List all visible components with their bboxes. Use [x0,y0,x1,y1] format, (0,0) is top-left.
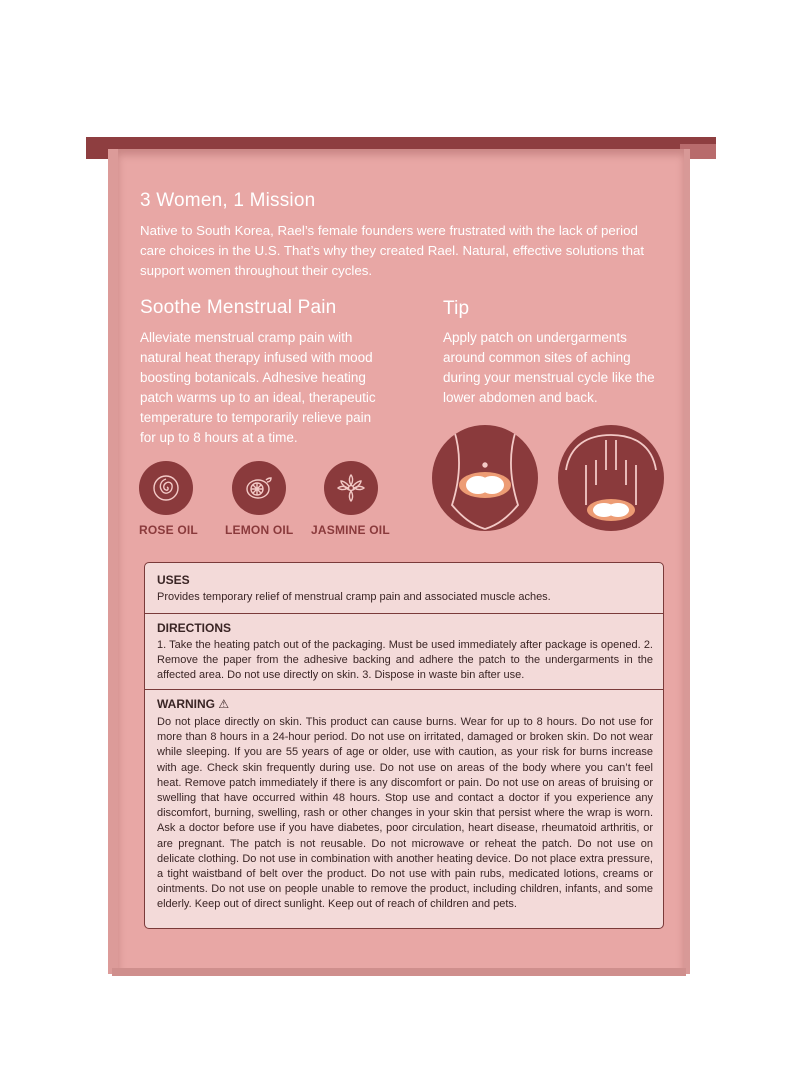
mission-text: Native to South Korea, Rael’s female founders were frustrated with the lack of period care choices in the U.S. That’s why they created Rael. Natural, effective solutions that support women throughout their cycles. [140,223,645,278]
info-panel [144,562,664,929]
box-right-side [684,149,690,974]
jasmine-oil-label: JASMINE OIL [311,523,390,537]
tip-text: Apply patch on undergarments around common sites of aching during your menstrual cycle like the lower abdomen and back. [443,330,655,405]
warning-triangle-icon: ⚠ [218,697,230,711]
divider [145,689,663,690]
tip-title: Tip [443,298,470,319]
directions-text: 1. Take the heating patch out of the packaging. Must be used immediately after package is opened. 2. Remove the paper from the adhesive backing and adhere the patch to the undergarments in the affected area. Do not use directly on skin. 3. Dispose in waste bin after use. [157,639,653,682]
soothe-text: Alleviate menstrual cramp pain with natural heat therapy infused with mood boosting botanicals. Adhesive heating patch warms up to an ideal, therapeutic temperature to temporarily relieve pain for up to 8 hours at a time. [140,330,376,445]
lemon-oil-label: LEMON OIL [225,523,294,537]
rose-oil-badge [139,461,193,515]
uses-title: USES [157,573,190,587]
rose-oil-label: ROSE OIL [139,523,198,537]
warning-text: Do not place directly on skin. This product can cause burns. Wear for up to 8 hours. Do not use for more than 8 hours in a 24-hour period. Do not use on irritated, damaged or broken skin. Do not wear while sleeping. If you are 55 years of age or older, use with caution, as your risk for burns increase with age. Check skin frequently during use. Do not use on areas of the body where you can’t feel heat. Remove patch immediately if there is any discomfort or pain. Do not use on areas of bruising or swelling that have occurred within 48 hours. Stop use and contact a doctor if you experience any discomfort, burning, swelling, rash or other changes in your skin that persist where the wrap is worn. Ask a doctor before use if you have diabetes, poor circulation, heart disease, rheumatoid arthritis, or are pregnant. The patch is not reusable. Do not microwave or reheat the patch. Do not use on delicate clothing. Do not use in combination with another heating device. Do not place extra pressure, a tight waistband of belt over the product. Do not use with pain rubs, medicated lotions, creams or ointments. Do not use on people unable to remove the product, including children, infants, and some elderly. Keep out of direct sunlight. Keep out of reach of children and pets. [157,716,653,911]
uses-text: Provides temporary relief of menstrual cramp pain and associated muscle aches. [157,591,551,603]
rose-icon [151,473,181,503]
lemon-icon [244,473,274,503]
back-illustration [558,425,664,531]
abdomen-illustration [432,425,538,531]
soothe-title: Soothe Menstrual Pain [140,297,337,318]
jasmine-oil-badge [324,461,378,515]
lemon-oil-badge [232,461,286,515]
mission-title: 3 Women, 1 Mission [140,190,316,211]
box-left-side [108,149,118,974]
box-bottom-edge [112,968,686,976]
jasmine-icon [336,473,366,503]
directions-title: DIRECTIONS [157,621,232,635]
divider [145,613,663,614]
warning-title: WARNING [157,697,215,711]
warning-heading [157,697,229,711]
